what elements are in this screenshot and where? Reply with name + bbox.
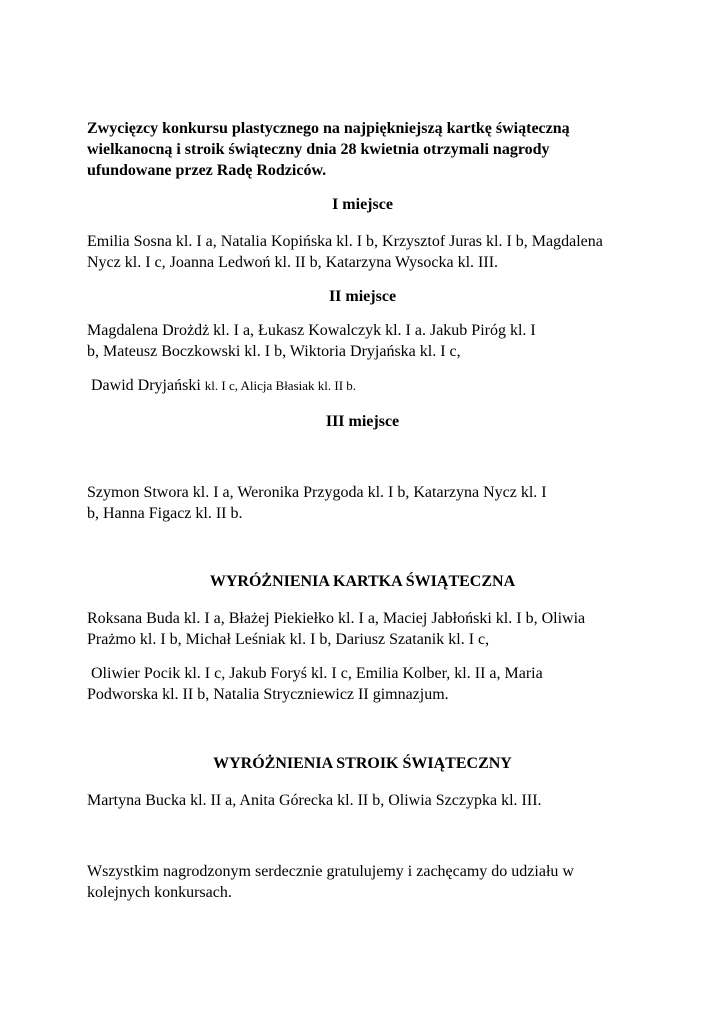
card-distinctions-paragraph-2 — [87, 663, 651, 705]
card-distinctions-line-1: Roksana Buda kl. I a, Błażej Piekiełko kl. I a, Maciej Jabłoński kl. I b, Oliwia — [87, 610, 586, 627]
intro-line-1: Zwycięzcy konkursu plastycznego na najpiękniejszą kartkę świąteczną — [87, 120, 570, 137]
third-place-line-2: b, Hanna Figacz kl. II b. — [87, 505, 243, 522]
card-distinctions-heading: WYRÓŻNIENIA KARTKA ŚWIĄTECZNA — [209, 573, 516, 590]
third-place-winners — [87, 482, 647, 524]
intro-line-3: ufundowane przez Radę Rodziców. — [87, 162, 327, 179]
stroik-distinctions-paragraph — [87, 790, 647, 811]
third-place-heading: III miejsce — [325, 413, 400, 430]
first-place-line-1: Emilia Sosna kl. I a, Natalia Kopińska kl. I b, Krzysztof Juras kl. I b, Magdalena — [87, 233, 603, 250]
second-place-line-1: Magdalena Drożdż kl. I a, Łukasz Kowalczyk kl. I a. Jakub Piróg kl. I — [87, 322, 536, 339]
card-distinctions-line-3: Oliwier Pocik kl. I c, Jakub Foryś kl. I c, Emilia Kolber, kl. II a, Maria — [91, 665, 543, 682]
stroik-distinctions-line-1: Martyna Bucka kl. II a, Anita Górecka kl. II b, Oliwia Szczypka kl. III. — [87, 792, 542, 809]
closing-line-2: kolejnych konkursach. — [87, 884, 232, 901]
second-place-heading: II miejsce — [328, 288, 397, 305]
card-distinctions-line-2: Prażmo kl. I b, Michał Leśniak kl. I b, Dariusz Szatanik kl. I c, — [87, 631, 490, 648]
intro-paragraph — [87, 118, 647, 181]
card-distinctions-paragraph-1 — [87, 608, 647, 650]
second-place-extra-rest: kl. I c, Alicja Błasiak kl. II b. — [204, 378, 357, 393]
second-place-extra — [91, 375, 651, 396]
second-place-line-2: b, Mateusz Boczkowski kl. I b, Wiktoria Dryjańska kl. I c, — [87, 343, 461, 360]
first-place-heading: I miejsce — [332, 196, 393, 213]
third-place-line-1: Szymon Stwora kl. I a, Weronika Przygoda kl. I b, Katarzyna Nycz kl. I — [87, 484, 547, 501]
second-place-winners — [87, 320, 647, 362]
stroik-distinctions-heading: WYRÓŻNIENIA STROIK ŚWIĄTECZNY — [213, 755, 512, 772]
closing-line-1: Wszystkim nagrodzonym serdecznie gratulujemy i zachęcamy do udziału w — [87, 863, 574, 880]
card-distinctions-line-4: Podworska kl. II b, Natalia Stryczniewicz II gimnazjum. — [87, 686, 449, 703]
closing-paragraph — [87, 861, 647, 903]
first-place-line-2: Nycz kl. I c, Joanna Ledwoń kl. II b, Katarzyna Wysocka kl. III. — [87, 254, 499, 271]
second-place-extra-name: Dawid Dryjański — [91, 377, 201, 394]
first-place-winners — [87, 231, 647, 273]
intro-line-2: wielkanocną i stroik świąteczny dnia 28 kwietnia otrzymali nagrody — [87, 141, 550, 158]
